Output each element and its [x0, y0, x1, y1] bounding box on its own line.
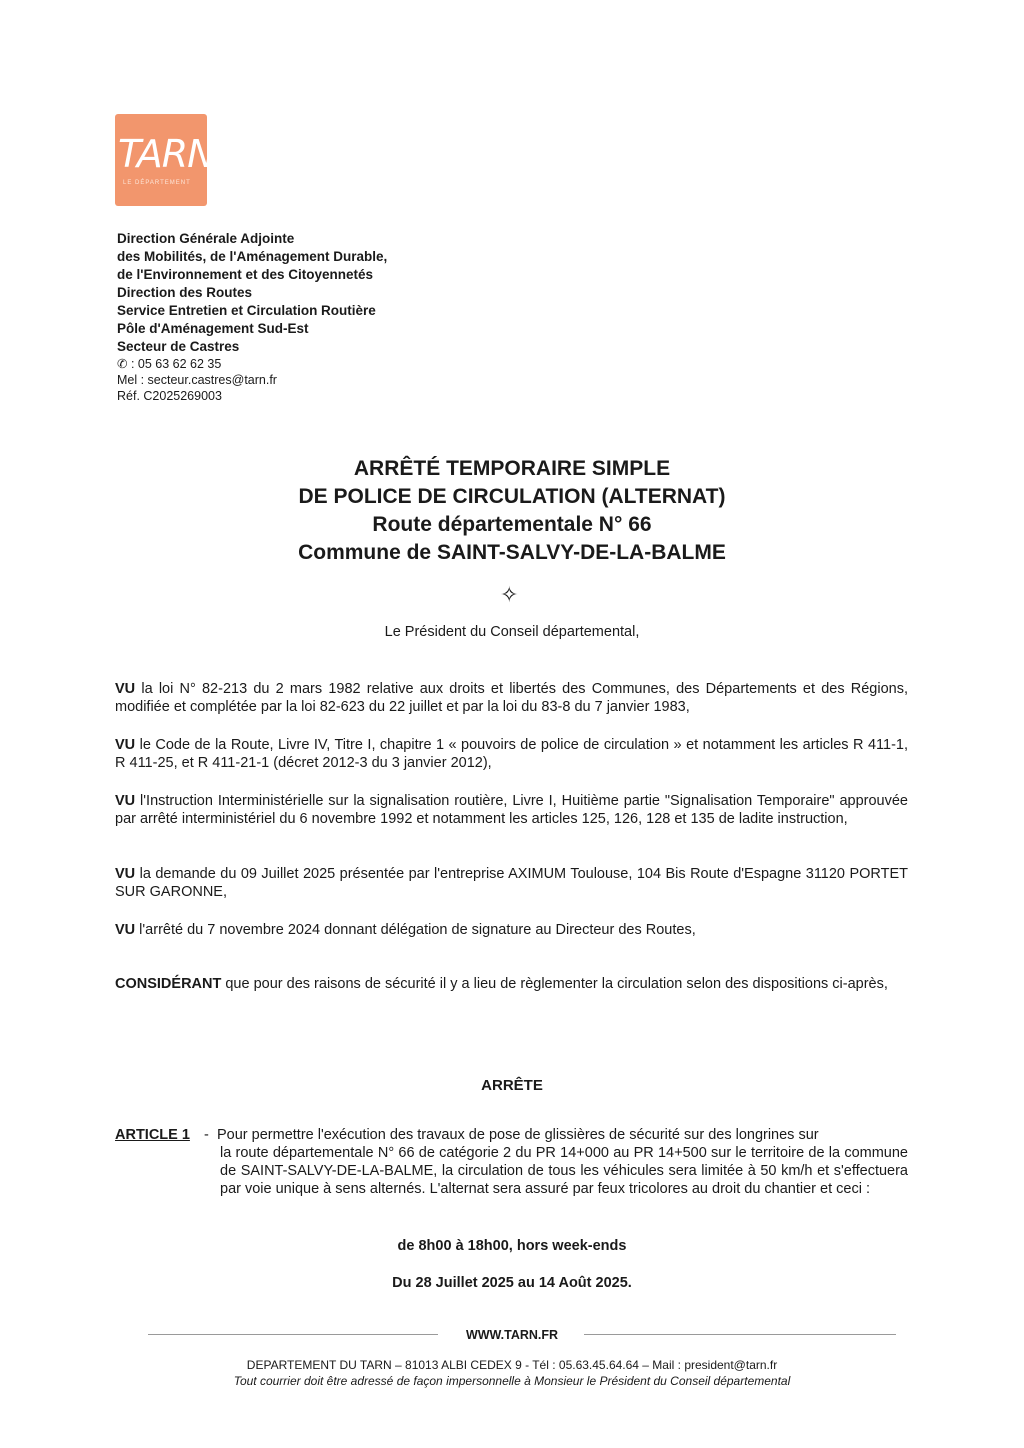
logo-tagline: LE DÉPARTEMENT [123, 180, 191, 186]
sender-line: Service Entretien et Circulation Routière [117, 303, 376, 318]
visa-lead: VU [115, 922, 136, 938]
visa-paragraph [115, 792, 908, 828]
article-first-line: Pour permettre l'exécution des travaux de pose de glissières de sécurité sur des longrines sur [217, 1127, 819, 1143]
visa-text: le Code de la Route, Livre IV, Titre I, chapitre 1 « pouvoirs de police de circulation » et notamment les articles R 411-1, R 411-25, et R 411-21-1 (décret 2012-3 du 3 janvier 2012), [115, 737, 908, 771]
title-line: ARRÊTÉ TEMPORAIRE SIMPLE [353, 457, 671, 480]
considerant-paragraph [115, 975, 908, 993]
visa-paragraph [115, 680, 908, 716]
sender-ref: Réf. C2025269003 [117, 389, 222, 403]
footer-address: DEPARTEMENT DU TARN – 81013 ALBI CEDEX 9 - Tél : 05.63.45.64.64 – Mail : president@tarn.fr [246, 1358, 778, 1372]
tarn-logo [115, 114, 215, 206]
footer-website: WWW.TARN.FR [465, 1328, 559, 1342]
article-hours: de 8h00 à 18h00, hors week-ends [397, 1238, 627, 1254]
sender-phone [117, 356, 387, 372]
article-body: la route départementale N° 66 de catégorie 2 du PR 14+000 au PR 14+500 sur le territoire de la commune de SAINT-SALVY-DE-LA-BALME, la circulation de tous les véhicules sera limitée à 50 km/h et s'effectuera par voie unique à sens alternés. L'alternat sera assuré par feux tricolores au droit du chantier et ceci : [220, 1145, 908, 1197]
visa-paragraph [115, 865, 908, 901]
phone-icon: ✆ [117, 357, 128, 371]
visa-lead: VU [115, 793, 136, 809]
sender-block [117, 230, 387, 404]
sender-line: Direction Générale Adjointe [117, 231, 295, 246]
title-line: DE POLICE DE CIRCULATION (ALTERNAT) [298, 485, 726, 508]
visa-paragraph [115, 736, 908, 772]
sender-line: de l'Environnement et des Citoyennetés [117, 267, 374, 282]
decree-title [0, 455, 1024, 567]
sender-line: Secteur de Castres [117, 339, 240, 354]
sender-line: Direction des Routes [117, 285, 253, 300]
visa-lead: VU [115, 681, 136, 697]
star-ornament-icon: ✧ [500, 582, 519, 607]
title-line: Commune de SAINT-SALVY-DE-LA-BALME [298, 541, 726, 564]
sender-mail: Mel : secteur.castres@tarn.fr [117, 373, 277, 387]
sender-line: des Mobilités, de l'Aménagement Durable, [117, 249, 388, 264]
visa-lead: VU [115, 866, 136, 882]
sender-line: Pôle d'Aménagement Sud-Est [117, 321, 309, 336]
considerant-text: que pour des raisons de sécurité il y a lieu de règlementer la circulation selon des dispositions ci-après, [221, 976, 888, 992]
visa-text: l'Instruction Interministérielle sur la signalisation routière, Livre I, Huitième partie "Signalisation Temporaire" approuvée par arrêté interministériel du 6 novembre 1992 et notamment les articles 125, 126, 128 et 135 de ladite instruction, [115, 793, 908, 827]
title-line: Route départementale N° 66 [372, 513, 652, 536]
visa-lead: VU [115, 737, 136, 753]
considerant-lead: CONSIDÉRANT [115, 976, 222, 992]
arrete-heading: ARRÊTE [481, 1077, 543, 1094]
president-line: Le Président du Conseil départemental, [384, 624, 640, 640]
footer-note: Tout courrier doit être adressé de façon impersonnelle à Monsieur le Président du Conseil départemental [233, 1374, 791, 1388]
visa-paragraph [115, 921, 908, 939]
article-dash: - [204, 1127, 209, 1143]
visa-text: l'arrêté du 7 novembre 2024 donnant délégation de signature au Directeur des Routes, [135, 922, 696, 938]
logo-wordmark: TARN [118, 132, 215, 176]
visa-text: la loi N° 82-213 du 2 mars 1982 relative aux droits et libertés des Communes, des Départements et des Régions, modifiée et complétée par la loi 82-623 du 22 juillet et par la loi du 83-8 du 7 janvier 1983, [115, 681, 908, 715]
article-dates: Du 28 Juillet 2025 au 14 Août 2025. [392, 1275, 632, 1291]
article-label: ARTICLE 1 [115, 1127, 190, 1143]
visa-text: la demande du 09 Juillet 2025 présentée par l'entreprise AXIMUM Toulouse, 104 Bis Route d'Espagne 31120 PORTET SUR GARONNE, [115, 866, 908, 900]
phone-number: : 05 63 62 62 35 [130, 357, 222, 371]
